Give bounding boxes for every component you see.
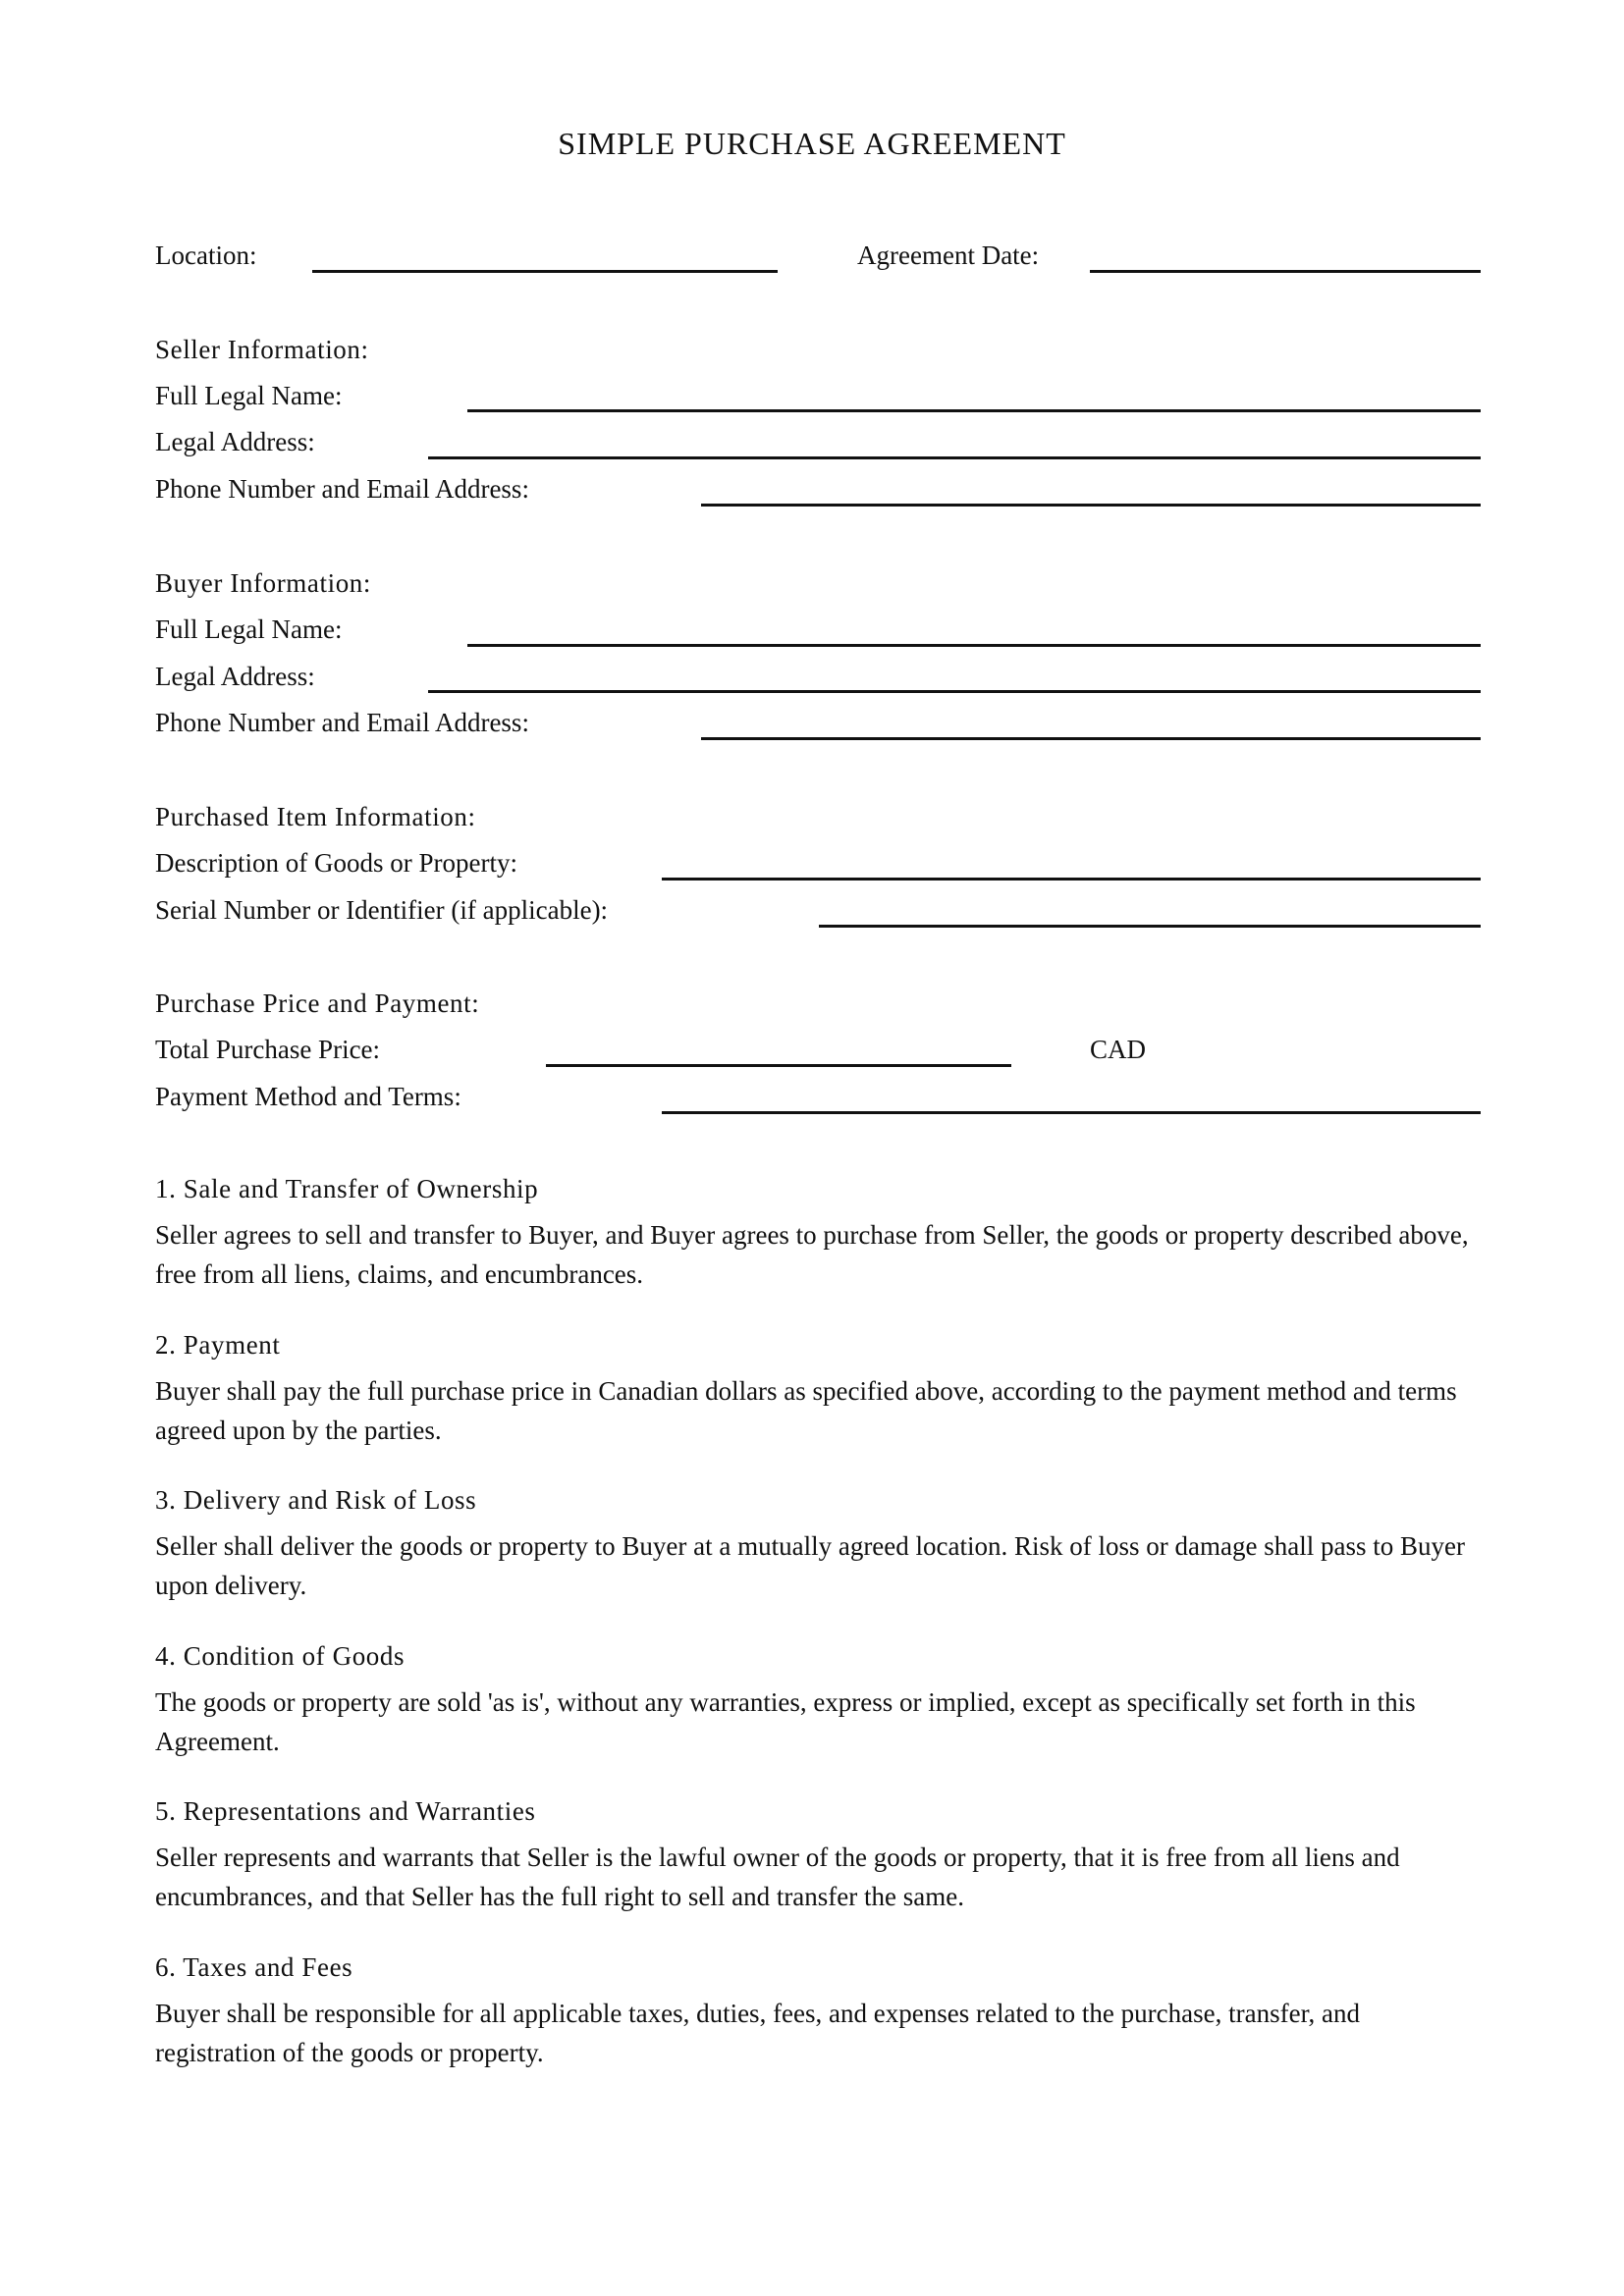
- agreement-date-field[interactable]: [1090, 270, 1481, 273]
- seller-contact-label: Phone Number and Email Address:: [155, 474, 529, 504]
- item-serial-field[interactable]: [819, 925, 1481, 928]
- buyer-address-field[interactable]: [428, 690, 1481, 693]
- location-field[interactable]: [312, 270, 778, 273]
- clause-text: Buyer shall be responsible for all applicable taxes, duties, fees, and expenses related to the purchase, transfer, and registration of the goods or property.: [155, 1999, 1360, 2067]
- clause-heading: 6. Taxes and Fees: [155, 1952, 353, 1982]
- clause-text: Seller shall deliver the goods or property to Buyer at a mutually agreed location. Risk of loss or damage shall pass to Buyer upon delivery.: [155, 1531, 1465, 1600]
- seller-contact-field[interactable]: [701, 504, 1481, 507]
- clause-heading: 3. Delivery and Risk of Loss: [155, 1485, 477, 1515]
- payment-method-field[interactable]: [662, 1111, 1481, 1114]
- buyer-contact-label: Phone Number and Email Address:: [155, 708, 529, 737]
- seller-heading: Seller Information:: [155, 335, 369, 364]
- buyer-heading: Buyer Information:: [155, 568, 371, 598]
- payment-method-label: Payment Method and Terms:: [155, 1082, 461, 1111]
- clause-text: Seller agrees to sell and transfer to Buyer, and Buyer agrees to purchase from Seller, the goods or property described above, free from all liens, claims, and encumbrances.: [155, 1220, 1469, 1289]
- item-description-label: Description of Goods or Property:: [155, 848, 517, 878]
- clause-heading: 5. Representations and Warranties: [155, 1796, 536, 1826]
- seller-name-field[interactable]: [467, 409, 1481, 412]
- seller-address-field[interactable]: [428, 456, 1481, 459]
- item-serial-label: Serial Number or Identifier (if applicable):: [155, 895, 609, 925]
- clause-heading: 4. Condition of Goods: [155, 1641, 406, 1671]
- buyer-address-label: Legal Address:: [155, 662, 315, 691]
- buyer-name-label: Full Legal Name:: [155, 614, 343, 644]
- clause-text: Buyer shall pay the full purchase price in Canadian dollars as specified above, according to the payment method and terms agreed upon by the parties.: [155, 1376, 1457, 1445]
- clause-heading: 1. Sale and Transfer of Ownership: [155, 1174, 539, 1203]
- currency-label: CAD: [1090, 1035, 1147, 1064]
- clause-heading: 2. Payment: [155, 1330, 281, 1360]
- clause-text: Seller represents and warrants that Seller is the lawful owner of the goods or property, that it is free from all liens and encumbrances, and that Seller has the full right to sell and transfer the same.: [155, 1842, 1400, 1911]
- seller-name-label: Full Legal Name:: [155, 381, 343, 410]
- document-title: SIMPLE PURCHASE AGREEMENT: [558, 126, 1066, 161]
- location-label: Location:: [155, 240, 257, 270]
- seller-address-label: Legal Address:: [155, 427, 315, 456]
- buyer-name-field[interactable]: [467, 644, 1481, 647]
- agreement-date-label: Agreement Date:: [857, 240, 1040, 270]
- total-price-field[interactable]: [546, 1064, 1011, 1067]
- price-heading: Purchase Price and Payment:: [155, 988, 480, 1018]
- total-price-label: Total Purchase Price:: [155, 1035, 381, 1064]
- clause-text: The goods or property are sold 'as is', without any warranties, express or implied, except as specifically set forth in this Agreement.: [155, 1687, 1416, 1756]
- buyer-contact-field[interactable]: [701, 737, 1481, 740]
- item-description-field[interactable]: [662, 878, 1481, 881]
- item-heading: Purchased Item Information:: [155, 802, 476, 831]
